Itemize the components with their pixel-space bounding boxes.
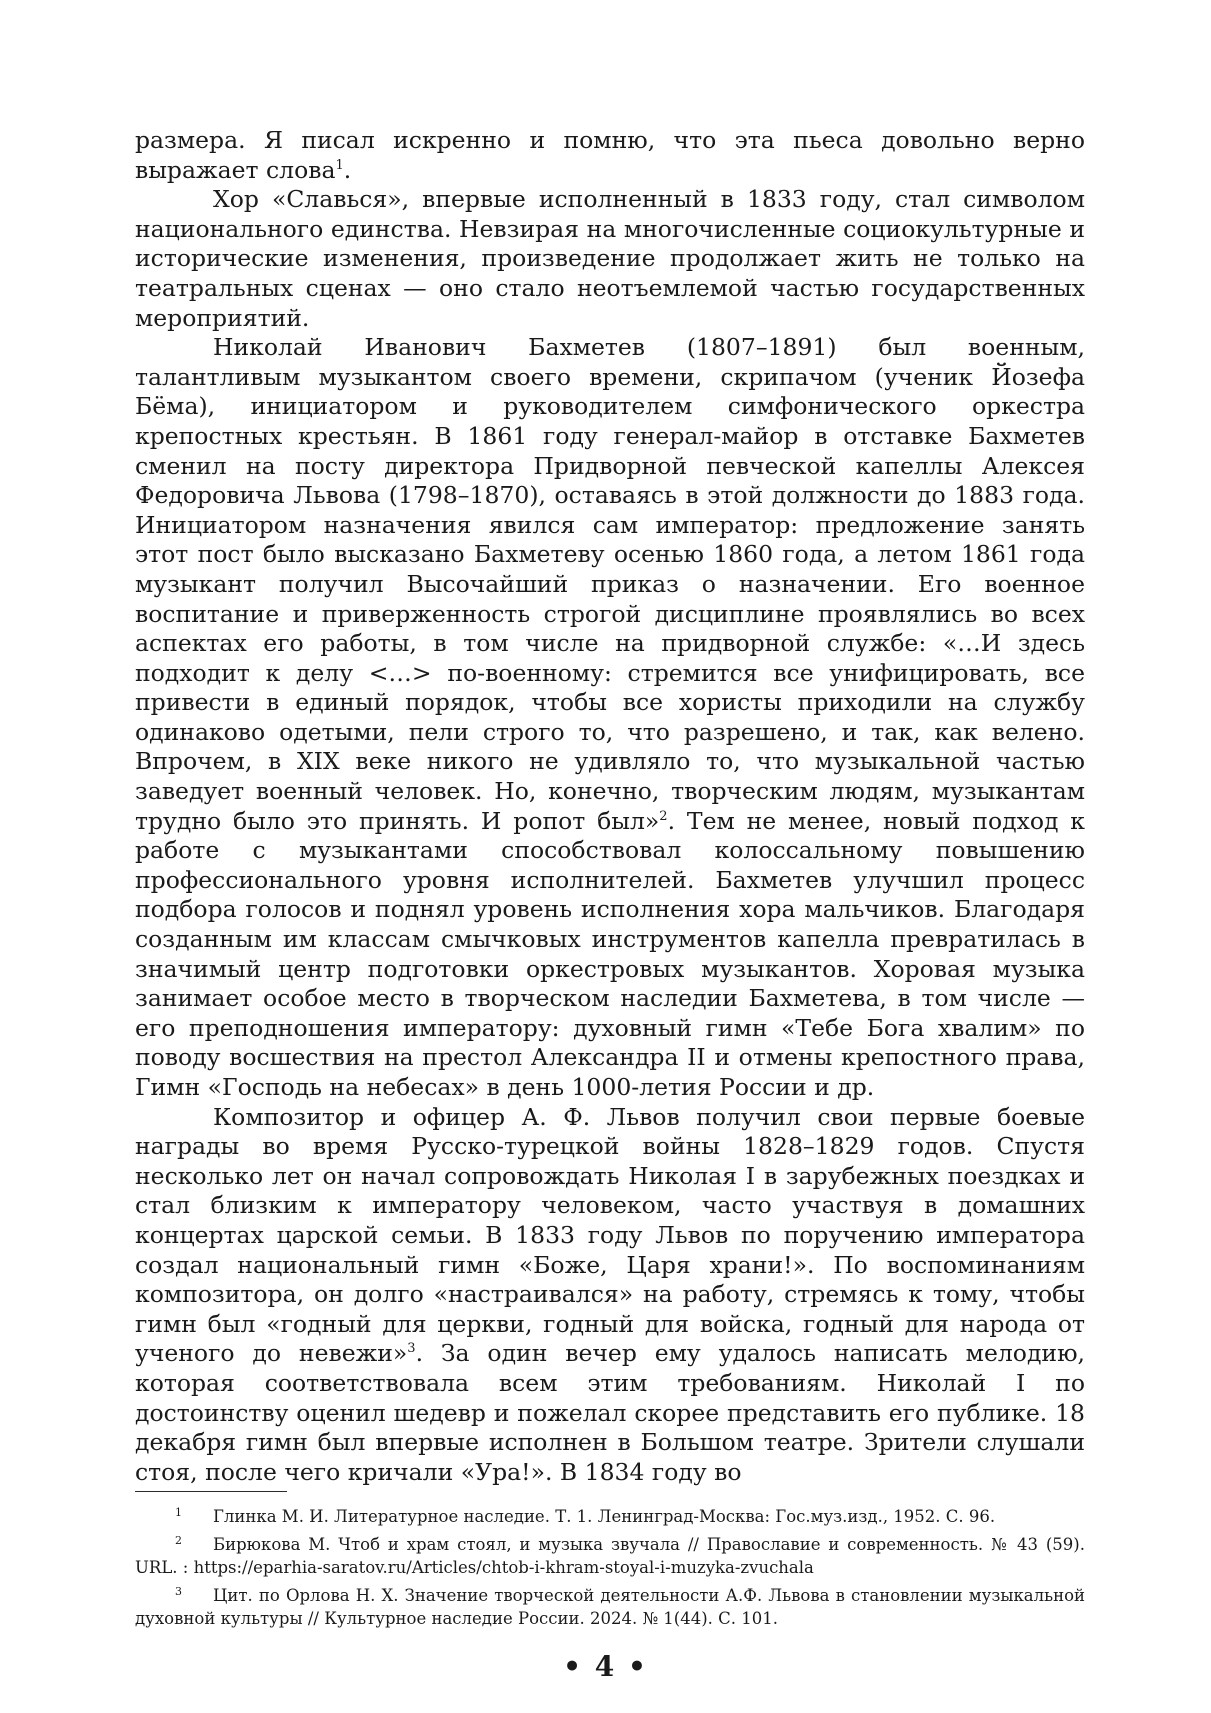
paragraph-2 (135, 185, 1085, 333)
footnotes (135, 1505, 1085, 1635)
footnote-ref[interactable]: 1 (335, 157, 344, 173)
footnote-text: Цит. по Орлова Н. Х. Значение творческой деятельности А.Ф. Львова в становлении музыкальной духовной культуры // Культурное наследие России. 2024. № 1(44). С. 101. (135, 1586, 1085, 1628)
footnote-text: Бирюкова М. Чтоб и храм стоял, и музыка звучала // Православие и современность. № 43 (59). URL. : https://eparhia-saratov.ru/Articles/chtob-i-khram-stoyal-i-muzyka-zvuchala (135, 1535, 1085, 1577)
paragraph-tail: . За один вечер ему удалось написать мелодию, которая соответствовала всем этим требованиям. Николай I по достоинству оценил шедевр и пожелал скорее представить его публике. 18 декабря гимн был впервые исполнен в Большом театре. Зрители слушали стоя, после чего кричали «Ура!». В 1834 году во (135, 1339, 1086, 1486)
paragraph-text: Композитор и офицер А. Ф. Львов получил свои первые боевые награды во время Русско-турецкой войны 1828–1829 годов. Спустя несколько лет он начал сопровождать Николая I в зарубежных поездках и стал близким к императору человеком, часто участвуя в домашних концертах царской семьи. В 1833 году Львов по поручению императора создал национальный гимн «Боже, Царя храни!». По воспоминаниям композитора, он долго «настраивался» на работу, стремясь к тому, чтобы гимн был «годный для церкви, годный для войска, годный для народа от ученого до невежи» (135, 1102, 1085, 1368)
footnote-2: 2 Бирюкова М. Чтоб и храм стоял, и музыка звучала // Православие и современность. № 43 (59). URL. : https://eparhia-saratov.ru/Articles/chtob-i-khram-stoyal-i-muzyka-zvuchala (135, 1533, 1085, 1577)
footnote-3: 3 Цит. по Орлова Н. Х. Значение творческой деятельности А.Ф. Львова в становлении музыкальной духовной культуры // Культурное наследие России. 2024. № 1(44). С. 101. (135, 1584, 1085, 1628)
footnote-ref[interactable]: 2 (659, 808, 668, 824)
paragraph-4 (135, 1103, 1085, 1488)
footnote-1: 1 Глинка М. И. Литературное наследие. Т. 1. Ленинград-Москва: Гос.муз.изд., 1952. С. 96. (175, 1505, 996, 1526)
paragraph-tail: . Тем не менее, новый подход к работе с музыкантами способствовал колоссальному повышению профессионального уровня исполнителей. Бахметев улучшил процесс подбора голосов и поднял уровень исполнения хора мальчиков. Благодаря созданным им классам смычковых инструментов капелла превратилась в значимый центр подготовки оркестровых музыкантов. Хоровая музыка занимает особое место в творческом наследии Бахметева, в том числе — его преподношения императору: духовный гимн «Тебе Бога хвалим» по поводу восшествия на престол Александра II и отмены крепостного права, Гимн «Господь на небесах» в день 1000-летия России и др. (135, 806, 1085, 1101)
paragraph-3 (135, 333, 1085, 1102)
footnote-divider (135, 1491, 287, 1492)
paragraph-1 (135, 126, 1085, 185)
paragraph-tail: . (343, 155, 352, 184)
paragraph-text: размера. Я писал искренно и помню, что эта пьеса довольно верно выражает слова (135, 126, 1085, 184)
paragraph-text: Николай Иванович Бахметев (1807–1891) был военным, талантливым музыкантом своего времени, скрипачом (ученик Йозефа Бёма), инициатором и руководителем симфонического оркестра крепостных крестьян. В 1861 году генерал-майор в отставке Бахметев сменил на посту директора Придворной певческой капеллы Алексея Федоровича Львова (1798–1870), оставаясь в этой должности до 1883 года. Инициатором назначения явился сам император: предложение занять этот пост было высказано Бахметеву осенью 1860 года, а летом 1861 года музыкант получил Высочайший приказ о назначении. Его военное воспитание и приверженность строгой дисциплине проявлялись во всех аспектах его работы, в том числе на придворной службе: «…И здесь подходит к делу <…> по-военному: стремится все унифицировать, все привести в единый порядок, чтобы все хористы приходили на службу одинаково одетыми, пели строго то, что разрешено, и так, как велено. Впрочем, в XIX веке никого не удивляло то, что музыкальной частью заведует военный человек. Но, конечно, творческим людям, музыкантам трудно было это принять. И ропот был» (135, 333, 1085, 835)
main-text (135, 126, 1085, 1487)
footnote-ref[interactable]: 3 (407, 1341, 416, 1357)
page-number: • 4 • (563, 1650, 648, 1683)
paragraph-text: Хор «Славься», впервые исполненный в 1833 году, стал символом национального единства. Невзирая на многочисленные социокультурные и исторические изменения, произведение продолжает жить не только на театральных сценах — оно стало неотъемлемой частью государственных мероприятий. (135, 185, 1085, 332)
footnote-text: Глинка М. И. Литературное наследие. Т. 1. Ленинград-Москва: Гос.муз.изд., 1952. С. 96. (213, 1507, 996, 1526)
